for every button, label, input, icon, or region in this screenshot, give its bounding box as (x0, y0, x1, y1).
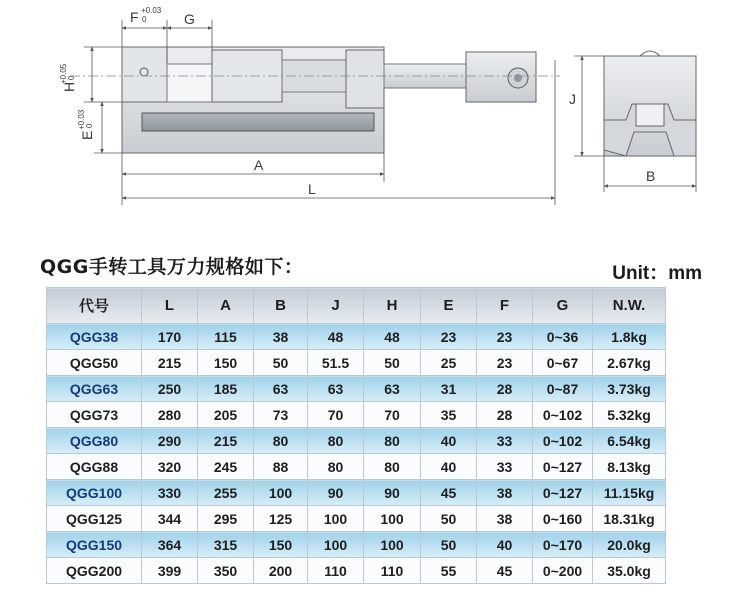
column-header-e: E (421, 288, 477, 324)
cell-a: 150 (198, 350, 254, 376)
cell-a: 245 (198, 454, 254, 480)
rear-block (346, 50, 384, 108)
cell-l: 170 (142, 324, 198, 350)
cell-h: 63 (364, 376, 421, 402)
dim-label-g: G (184, 11, 195, 27)
cell-e: 50 (421, 532, 477, 558)
table-row (47, 532, 666, 558)
dim-label-j: J (569, 91, 576, 107)
cell-g: 0~87 (533, 376, 593, 402)
dim-label-f-tol-upper: +0.03 (141, 6, 162, 15)
cell-a: 350 (198, 558, 254, 584)
table-heading-row (40, 252, 708, 282)
column-header-h: H (364, 288, 421, 324)
cell-model: QGG150 (47, 532, 142, 558)
cell-h: 90 (364, 480, 421, 506)
cell-e: 40 (421, 454, 477, 480)
cell-l: 364 (142, 532, 198, 558)
cell-model: QGG125 (47, 506, 142, 532)
dim-label-h: H (61, 81, 77, 92)
cell-model: QGG88 (47, 454, 142, 480)
cell-h: 48 (364, 324, 421, 350)
cell-b: 50 (254, 350, 308, 376)
handle-hex-center (514, 74, 522, 82)
cell-j: 90 (308, 480, 364, 506)
end-view-slot (636, 104, 664, 126)
cell-e: 40 (421, 428, 477, 454)
cell-b: 150 (254, 532, 308, 558)
cell-l: 290 (142, 428, 198, 454)
cell-a: 115 (198, 324, 254, 350)
table-row (47, 506, 666, 532)
cell-j: 110 (308, 558, 364, 584)
table-row (47, 454, 666, 480)
table-row (47, 428, 666, 454)
spec-table (46, 287, 666, 584)
table-row (47, 324, 666, 350)
dim-label-e-tol-lower: 0 (85, 123, 94, 128)
cell-model: QGG38 (47, 324, 142, 350)
cell-b: 80 (254, 428, 308, 454)
table-row (47, 558, 666, 584)
cell-f: 33 (477, 428, 533, 454)
cell-g: 0~160 (533, 506, 593, 532)
column-header-nw: N.W. (593, 288, 666, 324)
cell-nw: 1.8kg (593, 324, 666, 350)
column-header-l: L (142, 288, 198, 324)
cell-g: 0~127 (533, 454, 593, 480)
cell-g: 0~200 (533, 558, 593, 584)
cell-j: 63 (308, 376, 364, 402)
cell-h: 80 (364, 454, 421, 480)
cell-a: 205 (198, 402, 254, 428)
cell-a: 185 (198, 376, 254, 402)
vise-technical-drawing (0, 0, 750, 230)
dim-label-h-tol-lower: 0 (67, 75, 76, 80)
end-view-top-arc (640, 51, 660, 56)
dim-label-f: F (130, 9, 139, 25)
dim-label-e-tol-upper: +0.03 (77, 109, 86, 130)
table-row (47, 376, 666, 402)
dim-label-a: A (254, 157, 264, 173)
cell-g: 0~67 (533, 350, 593, 376)
cell-g: 0~102 (533, 428, 593, 454)
unit-label: Unit：mm (612, 263, 702, 284)
cell-e: 23 (421, 324, 477, 350)
cell-model: QGG63 (47, 376, 142, 402)
vise-side-view (70, 47, 560, 153)
table-row (47, 350, 666, 376)
vise-end-view (604, 51, 696, 156)
cell-f: 33 (477, 454, 533, 480)
cell-j: 80 (308, 454, 364, 480)
cell-j: 100 (308, 532, 364, 558)
cell-h: 50 (364, 350, 421, 376)
column-header-j: J (308, 288, 364, 324)
cell-j: 48 (308, 324, 364, 350)
vise-drawing-svg (0, 0, 750, 230)
cell-nw: 5.32kg (593, 402, 666, 428)
cell-g: 0~36 (533, 324, 593, 350)
cell-nw: 11.15kg (593, 480, 666, 506)
cell-j: 80 (308, 428, 364, 454)
cell-e: 50 (421, 506, 477, 532)
dim-label-l: L (308, 181, 316, 197)
cell-j: 51.5 (308, 350, 364, 376)
column-header-model: 代号 (47, 288, 142, 324)
cell-e: 45 (421, 480, 477, 506)
cell-h: 100 (364, 506, 421, 532)
dim-label-f-tol-lower: 0 (142, 15, 147, 24)
cell-f: 38 (477, 480, 533, 506)
cell-h: 100 (364, 532, 421, 558)
table-title: QGG手转工具万力规格如下： (40, 256, 304, 278)
cell-g: 0~127 (533, 480, 593, 506)
column-header-g: G (533, 288, 593, 324)
cell-a: 315 (198, 532, 254, 558)
cell-b: 73 (254, 402, 308, 428)
cell-b: 125 (254, 506, 308, 532)
column-header-b: B (254, 288, 308, 324)
cell-l: 215 (142, 350, 198, 376)
cell-model: QGG80 (47, 428, 142, 454)
cell-l: 399 (142, 558, 198, 584)
cell-e: 25 (421, 350, 477, 376)
cell-g: 0~102 (533, 402, 593, 428)
cell-h: 70 (364, 402, 421, 428)
cell-a: 255 (198, 480, 254, 506)
cell-b: 88 (254, 454, 308, 480)
cell-l: 344 (142, 506, 198, 532)
body-slot (142, 113, 374, 131)
dim-label-e: E (79, 130, 95, 140)
cell-f: 23 (477, 350, 533, 376)
cell-nw: 20.0kg (593, 532, 666, 558)
cell-e: 35 (421, 402, 477, 428)
cell-b: 200 (254, 558, 308, 584)
cell-h: 110 (364, 558, 421, 584)
cell-f: 45 (477, 558, 533, 584)
cell-model: QGG200 (47, 558, 142, 584)
dim-label-h-tol-upper: +0.05 (59, 63, 68, 84)
cell-b: 63 (254, 376, 308, 402)
jaw-gap (167, 64, 212, 102)
cell-model: QGG50 (47, 350, 142, 376)
table-row (47, 402, 666, 428)
column-header-f: F (477, 288, 533, 324)
fixed-jaw (122, 47, 167, 102)
cell-h: 80 (364, 428, 421, 454)
cell-b: 38 (254, 324, 308, 350)
cell-g: 0~170 (533, 532, 593, 558)
cell-j: 70 (308, 402, 364, 428)
cell-l: 320 (142, 454, 198, 480)
cell-f: 40 (477, 532, 533, 558)
cell-l: 250 (142, 376, 198, 402)
cell-j: 100 (308, 506, 364, 532)
cell-model: QGG73 (47, 402, 142, 428)
cell-b: 100 (254, 480, 308, 506)
cell-l: 330 (142, 480, 198, 506)
cell-a: 295 (198, 506, 254, 532)
cell-nw: 18.31kg (593, 506, 666, 532)
column-header-a: A (198, 288, 254, 324)
table-header-row (47, 288, 666, 324)
cell-e: 31 (421, 376, 477, 402)
cell-a: 215 (198, 428, 254, 454)
cell-model: QGG100 (47, 480, 142, 506)
cell-nw: 6.54kg (593, 428, 666, 454)
cell-e: 55 (421, 558, 477, 584)
cell-f: 23 (477, 324, 533, 350)
cell-f: 28 (477, 376, 533, 402)
dim-label-b: B (646, 168, 656, 184)
cell-f: 38 (477, 506, 533, 532)
table-row (47, 480, 666, 506)
cell-nw: 8.13kg (593, 454, 666, 480)
cell-l: 280 (142, 402, 198, 428)
cell-f: 28 (477, 402, 533, 428)
cell-nw: 35.0kg (593, 558, 666, 584)
cell-nw: 2.67kg (593, 350, 666, 376)
cell-nw: 3.73kg (593, 376, 666, 402)
